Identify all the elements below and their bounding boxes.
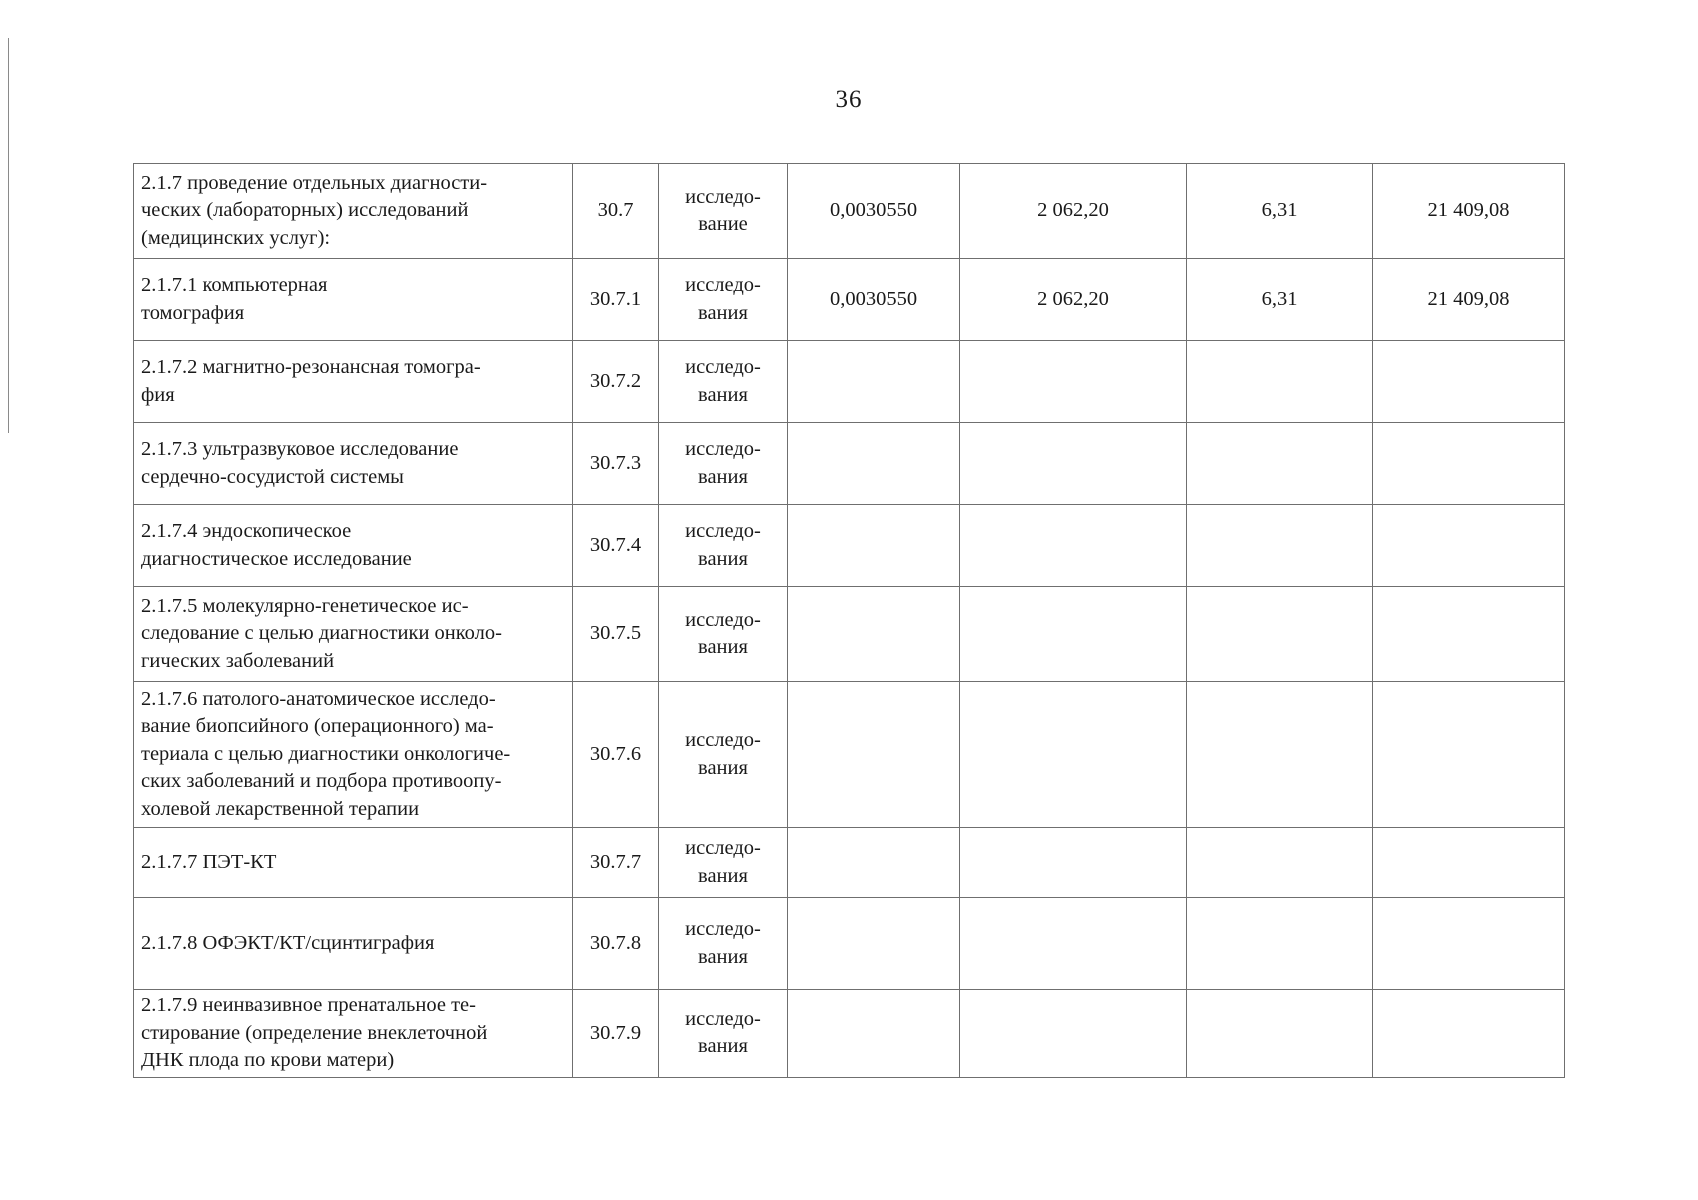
cell-unit-line: вания	[698, 945, 748, 968]
cell-cost	[960, 423, 1187, 505]
cell-total: 21 409,08	[1373, 164, 1565, 259]
cell-unit-line: исследо-	[685, 918, 761, 940]
cell-name-line: (медицинских услуг):	[141, 226, 331, 249]
cell-name-line: сердечно-сосудистой системы	[141, 465, 404, 488]
cell-cost	[960, 505, 1187, 587]
cell-unit-line: исследо-	[685, 274, 761, 296]
cell-code: 30.7.7	[573, 828, 659, 898]
cell-unit-line: исследо-	[685, 608, 761, 631]
cell-name	[134, 828, 573, 898]
cell-norm	[788, 423, 960, 505]
cell-total	[1373, 682, 1565, 828]
cell-name	[134, 505, 573, 587]
cell-name	[134, 341, 573, 423]
cell-name	[134, 259, 573, 341]
cell-unit-line: вания	[698, 756, 748, 779]
cell-per-capita	[1187, 341, 1373, 423]
cell-unit-line: вание	[698, 213, 748, 235]
cell-norm	[788, 341, 960, 423]
cell-per-capita: 6,31	[1187, 259, 1373, 341]
cell-name-line: стирование (определение внеклеточной	[141, 1021, 488, 1044]
cell-unit-line: исследо-	[685, 438, 761, 460]
cell-name-line: 2.1.7.6 патолого-анатомическое исследо-	[141, 687, 496, 710]
rates-table	[133, 163, 1565, 1078]
table-body	[134, 164, 1565, 1078]
cell-unit-line: вания	[698, 465, 748, 488]
table-row	[134, 587, 1565, 682]
cell-name	[134, 682, 573, 828]
cell-name-line: 2.1.7.8 ОФЭКТ/КТ/сцинтиграфия	[141, 931, 435, 954]
cell-total	[1373, 423, 1565, 505]
cell-name	[134, 898, 573, 990]
cell-unit	[659, 828, 788, 898]
cell-name	[134, 164, 573, 259]
cell-total	[1373, 505, 1565, 587]
cell-unit-line: исследо-	[685, 837, 761, 859]
cell-per-capita	[1187, 587, 1373, 682]
cell-name-line: ческих (лабораторных) исследований	[141, 199, 469, 222]
cell-unit-line: вания	[698, 864, 748, 887]
cell-name-line: вание биопсийного (операционного) ма-	[141, 715, 494, 738]
cell-unit	[659, 990, 788, 1078]
page-number: 36	[835, 86, 863, 113]
cell-code: 30.7.2	[573, 341, 659, 423]
cell-per-capita	[1187, 682, 1373, 828]
cell-name	[134, 587, 573, 682]
cell-unit-line: вания	[698, 301, 748, 324]
cell-norm	[788, 828, 960, 898]
table-row	[134, 990, 1565, 1078]
cell-total: 21 409,08	[1373, 259, 1565, 341]
cell-name-line: томография	[141, 301, 245, 324]
cell-per-capita	[1187, 423, 1373, 505]
cell-unit-line: исследо-	[685, 520, 761, 542]
cell-per-capita	[1187, 990, 1373, 1078]
cell-cost	[960, 828, 1187, 898]
table-row	[134, 341, 1565, 423]
cell-code: 30.7.8	[573, 898, 659, 990]
cell-norm	[788, 682, 960, 828]
cell-norm	[788, 587, 960, 682]
cell-norm: 0,0030550	[788, 259, 960, 341]
cell-cost	[960, 587, 1187, 682]
cell-norm	[788, 898, 960, 990]
cell-unit-line: исследо-	[685, 729, 761, 751]
cell-total	[1373, 828, 1565, 898]
cell-unit	[659, 164, 788, 259]
cell-name-line: ДНК плода по крови матери)	[141, 1049, 395, 1071]
cell-name-line: териала с целью диагностики онкологиче-	[141, 742, 511, 765]
cell-name-line: 2.1.7.5 молекулярно-генетическое ис-	[141, 594, 469, 617]
table-row	[134, 164, 1565, 259]
cell-cost: 2 062,20	[960, 164, 1187, 259]
cell-unit	[659, 587, 788, 682]
cell-per-capita	[1187, 898, 1373, 990]
cell-unit-line: исследо-	[685, 356, 761, 378]
cell-name-line: холевой лекарственной терапии	[141, 797, 420, 820]
cell-name-line: ских заболеваний и подбора противоопу-	[141, 770, 502, 793]
cell-code: 30.7.1	[573, 259, 659, 341]
cell-cost	[960, 990, 1187, 1078]
cell-code: 30.7.5	[573, 587, 659, 682]
cell-name-line: фия	[141, 383, 175, 406]
cell-unit-line: вания	[698, 636, 748, 658]
cell-cost	[960, 682, 1187, 828]
cell-name-line: следование с целью диагностики онколо-	[141, 622, 502, 645]
cell-code: 30.7.4	[573, 505, 659, 587]
cell-unit	[659, 898, 788, 990]
cell-name-line: 2.1.7 проведение отдельных диагности-	[141, 171, 488, 194]
cell-unit	[659, 341, 788, 423]
table-row	[134, 259, 1565, 341]
cell-total	[1373, 990, 1565, 1078]
cell-name-line: диагностическое исследование	[141, 547, 412, 570]
table-row	[134, 505, 1565, 587]
cell-name-line: 2.1.7.9 неинвазивное пренатальное те-	[141, 994, 476, 1016]
table-row	[134, 423, 1565, 505]
cell-cost	[960, 898, 1187, 990]
table-row	[134, 682, 1565, 828]
cell-name	[134, 990, 573, 1078]
cell-name-line: 2.1.7.2 магнитно-резонансная томогра-	[141, 356, 481, 378]
cell-unit-line: вания	[698, 547, 748, 570]
cell-norm	[788, 990, 960, 1078]
cell-code: 30.7.3	[573, 423, 659, 505]
cell-name-line: 2.1.7.7 ПЭТ-КТ	[141, 850, 277, 873]
cell-unit	[659, 259, 788, 341]
cell-name-line: гических заболеваний	[141, 649, 335, 672]
cell-cost: 2 062,20	[960, 259, 1187, 341]
cell-unit	[659, 505, 788, 587]
cell-unit-line: вания	[698, 383, 748, 406]
cell-total	[1373, 341, 1565, 423]
cell-total	[1373, 898, 1565, 990]
cell-unit	[659, 682, 788, 828]
cell-per-capita	[1187, 828, 1373, 898]
table-row	[134, 898, 1565, 990]
cell-per-capita	[1187, 505, 1373, 587]
cell-name	[134, 423, 573, 505]
cell-unit-line: исследо-	[685, 1007, 761, 1030]
cell-norm: 0,0030550	[788, 164, 960, 259]
cell-unit	[659, 423, 788, 505]
cell-per-capita: 6,31	[1187, 164, 1373, 259]
table-row	[134, 828, 1565, 898]
cell-code: 30.7.6	[573, 682, 659, 828]
cell-unit-line: исследо-	[685, 185, 761, 208]
cell-unit-line: вания	[698, 1035, 748, 1058]
cell-name-line: 2.1.7.3 ультразвуковое исследование	[141, 438, 459, 460]
cell-name-line: 2.1.7.1 компьютерная	[141, 274, 328, 296]
cell-name-line: 2.1.7.4 эндоскопическое	[141, 520, 352, 542]
cell-code: 30.7	[573, 164, 659, 259]
cell-code: 30.7.9	[573, 990, 659, 1078]
cell-cost	[960, 341, 1187, 423]
cell-norm	[788, 505, 960, 587]
cell-total	[1373, 587, 1565, 682]
